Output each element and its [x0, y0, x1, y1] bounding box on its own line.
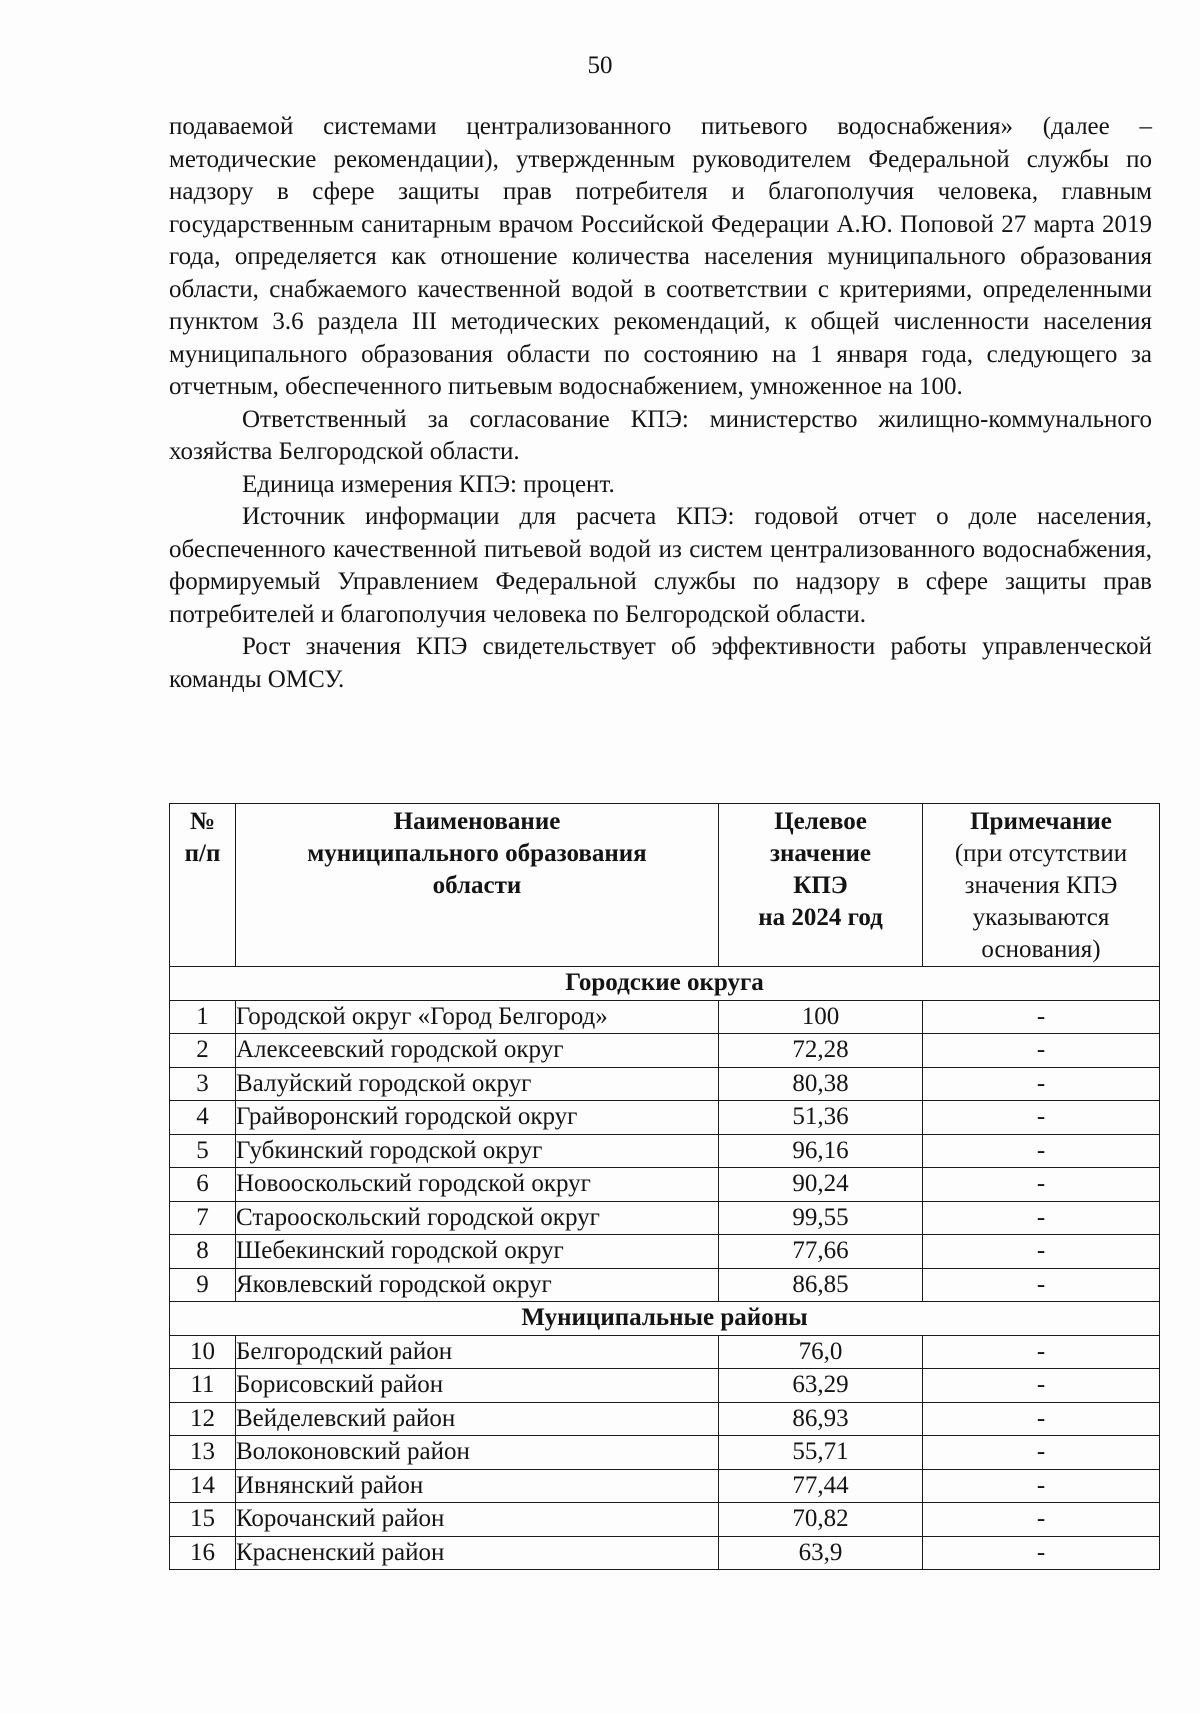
target-value: 100 — [719, 1000, 923, 1034]
target-value: 72,28 — [719, 1034, 923, 1068]
table-row — [170, 1469, 1160, 1503]
table-row — [170, 1268, 1160, 1302]
table-row — [170, 1101, 1160, 1135]
table-row — [170, 1000, 1160, 1034]
target-value: 80,38 — [719, 1067, 923, 1101]
table-body — [170, 967, 1160, 1570]
row-number: 6 — [170, 1168, 236, 1202]
municipality-name: Валуйский городской округ — [236, 1067, 719, 1101]
note-value: - — [923, 1067, 1160, 1101]
body-text — [169, 111, 1152, 696]
page-number: 50 — [587, 52, 613, 79]
note-value: - — [923, 1536, 1160, 1570]
note-value: - — [923, 1469, 1160, 1503]
row-number: 15 — [170, 1503, 236, 1537]
target-value: 86,93 — [719, 1402, 923, 1436]
municipality-name: Шебекинский городской округ — [236, 1235, 719, 1269]
note-value: - — [923, 1235, 1160, 1269]
note-value: - — [923, 1000, 1160, 1034]
table-row — [170, 1201, 1160, 1235]
table-header-row — [170, 804, 1160, 967]
municipality-name: Волоконовский район — [236, 1436, 719, 1470]
note-value: - — [923, 1168, 1160, 1202]
municipality-name: Губкинский городской округ — [236, 1134, 719, 1168]
note-value: - — [923, 1335, 1160, 1369]
row-number: 14 — [170, 1469, 236, 1503]
row-number: 7 — [170, 1201, 236, 1235]
table-row — [170, 1335, 1160, 1369]
table-row — [170, 1168, 1160, 1202]
row-number: 5 — [170, 1134, 236, 1168]
row-number: 12 — [170, 1402, 236, 1436]
table-row — [170, 1436, 1160, 1470]
row-number: 4 — [170, 1101, 236, 1135]
section-row-urban — [170, 967, 1160, 1001]
kpe-table — [169, 803, 1160, 1570]
municipality-name: Новооскольский городской округ — [236, 1168, 719, 1202]
table-row — [170, 1067, 1160, 1101]
note-value: - — [923, 1402, 1160, 1436]
row-number: 10 — [170, 1335, 236, 1369]
section-row-districts — [170, 1302, 1160, 1336]
municipality-name: Корочанский район — [236, 1503, 719, 1537]
table-row — [170, 1503, 1160, 1537]
table-row — [170, 1536, 1160, 1570]
note-value: - — [923, 1201, 1160, 1235]
section-title-urban: Городские округа — [170, 967, 1160, 1001]
header-note: Примечание (при отсутствии значения КПЭ указываются основания) — [923, 804, 1160, 967]
paragraph-growth: Рост значения КПЭ свидетельствует об эффективности работы управленческой команды ОМСУ. — [169, 633, 1152, 693]
municipality-name: Городской округ «Город Белгород» — [236, 1000, 719, 1034]
municipality-name: Ивнянский район — [236, 1469, 719, 1503]
target-value: 76,0 — [719, 1335, 923, 1369]
section-title-districts: Муниципальные районы — [170, 1302, 1160, 1336]
note-value: - — [923, 1101, 1160, 1135]
paragraph-responsible: Ответственный за согласование КПЭ: министерство жилищно-коммунального хозяйства Белгородской области. — [169, 405, 1152, 465]
note-value: - — [923, 1369, 1160, 1403]
target-value: 77,66 — [719, 1235, 923, 1269]
municipality-name: Вейделевский район — [236, 1402, 719, 1436]
target-value: 55,71 — [719, 1436, 923, 1470]
municipality-name: Борисовский район — [236, 1369, 719, 1403]
table-row — [170, 1235, 1160, 1269]
target-value: 86,85 — [719, 1268, 923, 1302]
table-row — [170, 1134, 1160, 1168]
note-value: - — [923, 1503, 1160, 1537]
target-value: 63,29 — [719, 1369, 923, 1403]
target-value: 90,24 — [719, 1168, 923, 1202]
row-number: 11 — [170, 1369, 236, 1403]
note-value: - — [923, 1134, 1160, 1168]
municipality-name: Белгородский район — [236, 1335, 719, 1369]
row-number: 2 — [170, 1034, 236, 1068]
row-number: 1 — [170, 1000, 236, 1034]
municipality-name: Старооскольский городской округ — [236, 1201, 719, 1235]
paragraph-methodology: подаваемой системами централизованного питьевого водоснабжения» (далее – методические рекомендации), утвержденным руководителем Федеральной службы по надзору в сфере защиты прав потребителя и благополучия человека, главным государственным санитарным врачом Российской Федерации А.Ю. Поповой 27 марта 2019 года, определяется как отношение количества населения муниципального образования области, снабжаемого качественной водой в соответствии с критериями, определенными пунктом 3.6 раздела III методических рекомендаций, к общей численности населения муниципального образования области по состоянию на 1 января года, следующего за отчетным, обеспеченного питьевым водоснабжением, умноженное на 100. — [169, 113, 1152, 400]
table-row — [170, 1369, 1160, 1403]
header-name: Наименование муниципального образования области — [236, 804, 719, 967]
note-value: - — [923, 1268, 1160, 1302]
note-value: - — [923, 1034, 1160, 1068]
note-value: - — [923, 1436, 1160, 1470]
municipality-name: Яковлевский городской округ — [236, 1268, 719, 1302]
header-target-value: Целевое значение КПЭ на 2024 год — [719, 804, 923, 967]
target-value: 96,16 — [719, 1134, 923, 1168]
target-value: 77,44 — [719, 1469, 923, 1503]
row-number: 8 — [170, 1235, 236, 1269]
target-value: 63,9 — [719, 1536, 923, 1570]
row-number: 16 — [170, 1536, 236, 1570]
row-number: 3 — [170, 1067, 236, 1101]
paragraph-source: Источник информации для расчета КПЭ: годовой отчет о доле населения, обеспеченного качественной питьевой водой из систем централизованного водоснабжения, формируемый Управлением Федеральной службы по надзору в сфере защиты прав потребителей и благополучия человека по Белгородской области. — [169, 503, 1152, 628]
row-number: 13 — [170, 1436, 236, 1470]
target-value: 51,36 — [719, 1101, 923, 1135]
table-row — [170, 1034, 1160, 1068]
target-value: 70,82 — [719, 1503, 923, 1537]
table-row — [170, 1402, 1160, 1436]
municipality-name: Грайворонский городской округ — [236, 1101, 719, 1135]
paragraph-unit: Единица измерения КПЭ: процент. — [242, 470, 615, 498]
row-number: 9 — [170, 1268, 236, 1302]
municipality-name: Алексеевский городской округ — [236, 1034, 719, 1068]
target-value: 99,55 — [719, 1201, 923, 1235]
header-number: № п/п — [170, 804, 236, 967]
municipality-name: Красненский район — [236, 1536, 719, 1570]
